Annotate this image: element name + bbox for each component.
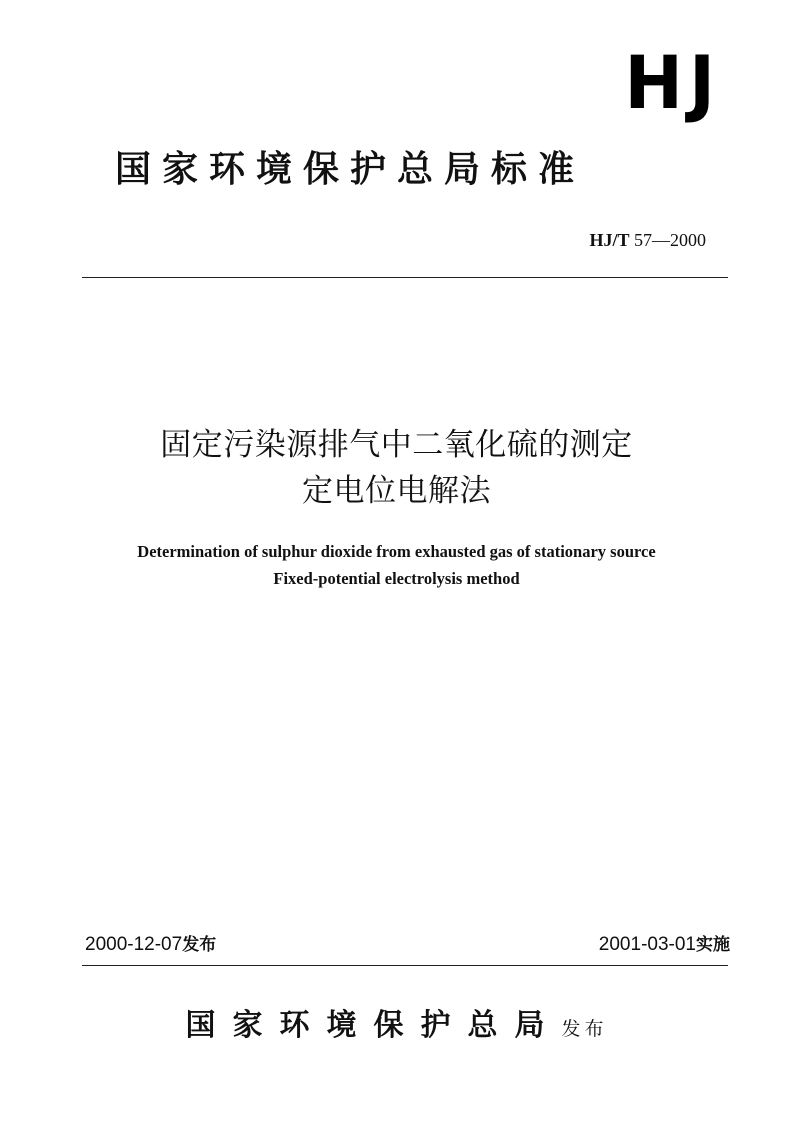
english-title-line-1: Determination of sulphur dioxide from exhausted gas of stationary source <box>137 542 656 561</box>
publisher-organization: 国家环境保护总局 <box>185 1008 562 1043</box>
standard-code: HJ/T <box>589 230 630 250</box>
chinese-title <box>0 422 793 514</box>
issuer-heading: 国家环境保护总局标准 <box>115 148 586 190</box>
implementation-date-label: 实施 <box>696 935 730 955</box>
publisher-label: 发布 <box>561 1018 608 1040</box>
issue-date-value: 2000-12-07 <box>85 934 183 955</box>
top-divider <box>82 277 728 278</box>
chinese-title-line-2: 定电位电解法 <box>302 473 491 509</box>
standard-year: 57—2000 <box>634 230 706 250</box>
chinese-title-line-1: 固定污染源排气中二氧化硫的测定 <box>160 427 633 463</box>
implementation-date <box>599 930 730 956</box>
english-title <box>0 538 793 592</box>
bottom-divider <box>82 965 728 966</box>
issue-date <box>85 930 216 956</box>
implementation-date-value: 2001-03-01 <box>598 934 696 955</box>
english-title-line-2: Fixed-potential electrolysis method <box>273 569 520 588</box>
hj-logo: HJ <box>624 39 721 127</box>
issue-date-label: 发布 <box>182 935 217 955</box>
publisher-footer <box>0 1000 793 1044</box>
standard-number <box>589 230 706 251</box>
